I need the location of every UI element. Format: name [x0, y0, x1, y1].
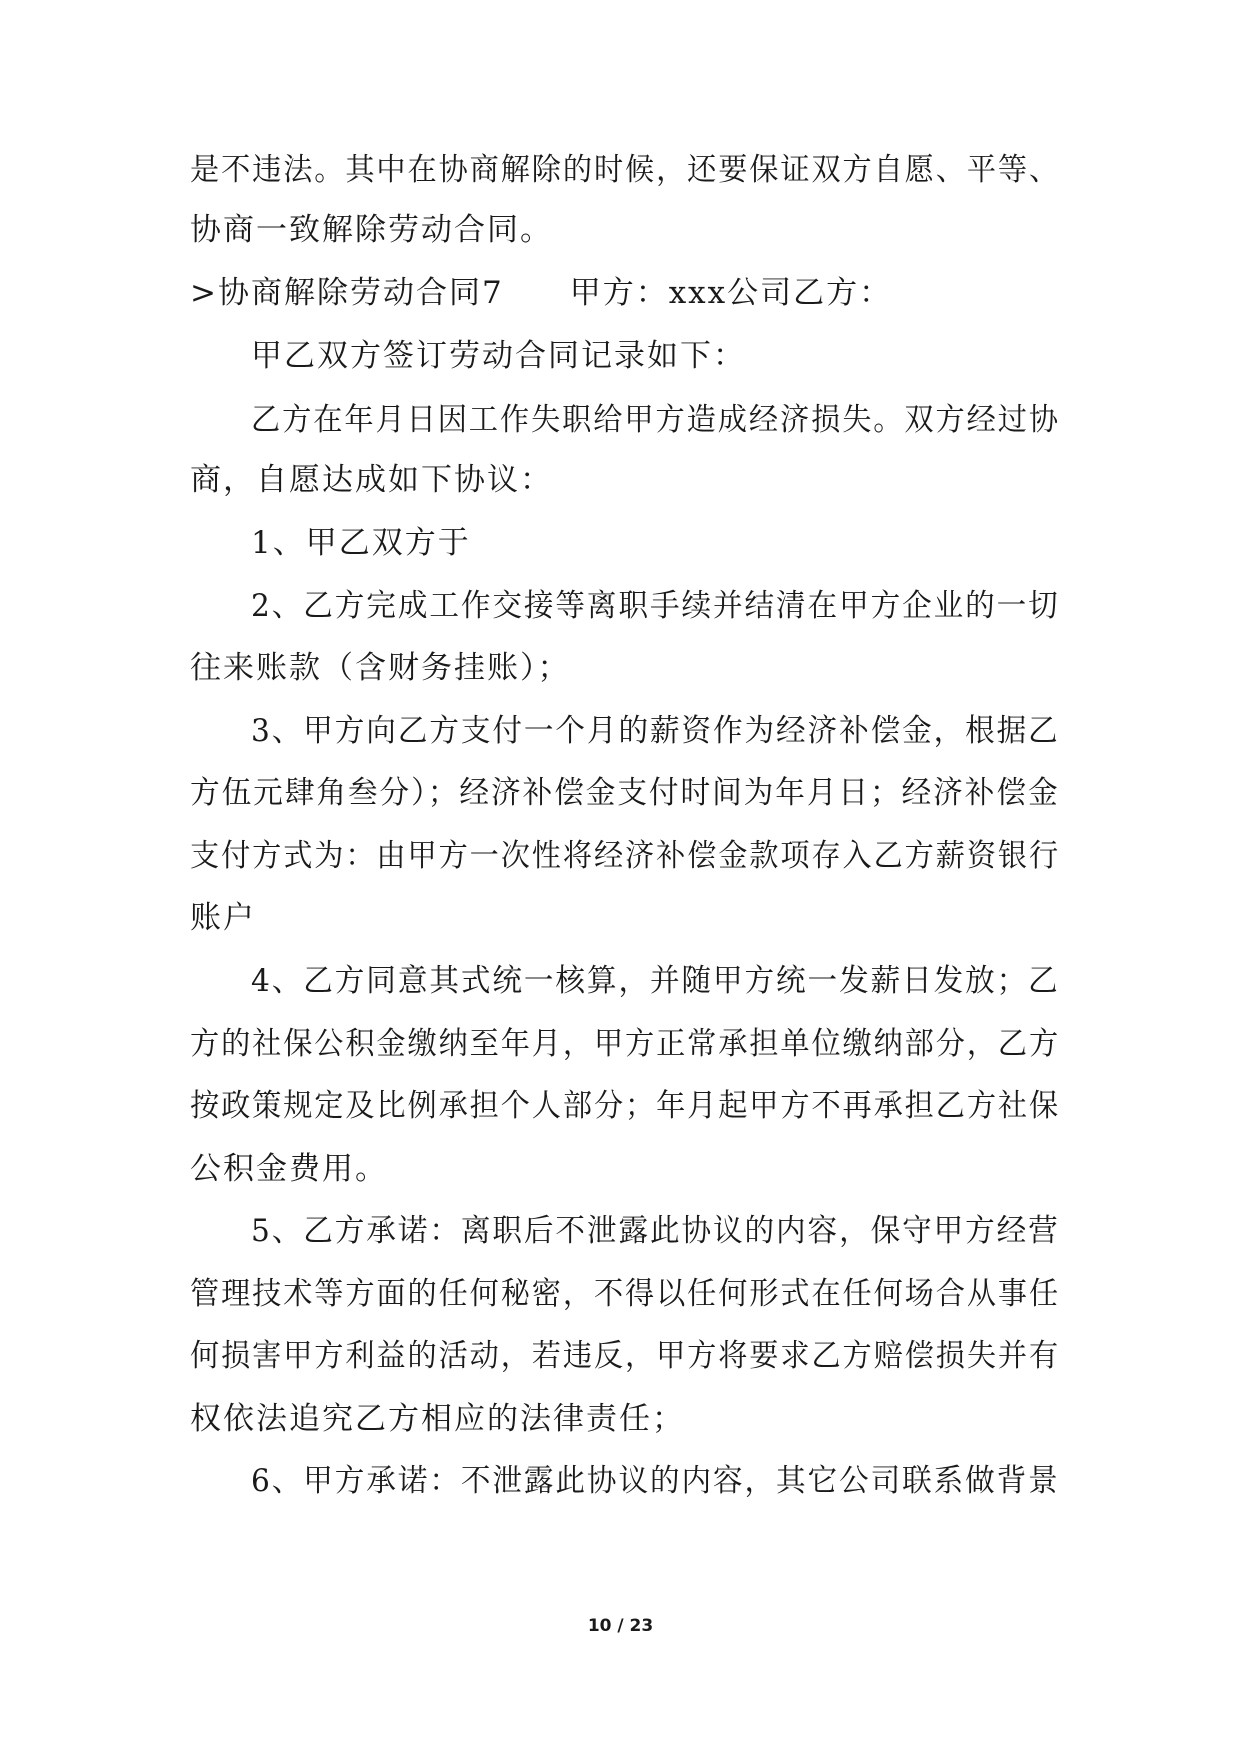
- text-line: 账户: [190, 900, 256, 936]
- text-line: 4、乙方同意其式统一核算，并随甲方统一发薪日发放；乙: [251, 963, 1060, 999]
- text-line: 6、甲方承诺：不泄露此协议的内容，其它公司联系做背景: [251, 1463, 1060, 1499]
- text-line: 1、甲乙双方于: [251, 525, 471, 561]
- text-line: 方的社保公积金缴纳至年月，甲方正常承担单位缴纳部分，乙方: [190, 1026, 1061, 1062]
- text-line: 何损害甲方利益的活动，若违反，甲方将要求乙方赔偿损失并有: [190, 1338, 1061, 1374]
- text-line: 甲乙双方签订劳动合同记录如下：: [251, 338, 746, 374]
- text-line: 公积金费用。: [190, 1151, 388, 1187]
- text-line: 5、乙方承诺：离职后不泄露此协议的内容，保守甲方经营: [251, 1213, 1060, 1249]
- text-line: 支付方式为：由甲方一次性将经济补偿金款项存入乙方薪资银行: [190, 838, 1061, 874]
- text-line: 2、乙方完成工作交接等离职手续并结清在甲方企业的一切: [251, 588, 1060, 624]
- text-line: 往来账款（含财务挂账）；: [190, 650, 571, 686]
- text-line: 乙方在年月日因工作失职给甲方造成经济损失。双方经过协: [251, 402, 1061, 438]
- text-line: 是不违法。其中在协商解除的时候，还要保证双方自愿、平等、: [190, 152, 1061, 188]
- text-line: 3、甲方向乙方支付一个月的薪资作为经济补偿金，根据乙: [251, 713, 1060, 749]
- text-line: 方伍元肆角叁分）；经济补偿金支付时间为年月日；经济补偿金: [190, 775, 1060, 811]
- text-line: 商，自愿达成如下协议：: [190, 462, 553, 498]
- text-line: 管理技术等方面的任何秘密，不得以任何形式在任何场合从事任: [190, 1276, 1061, 1312]
- text-line: >协商解除劳动合同7 甲方：xxx公司乙方：: [190, 275, 893, 311]
- text-line: 按政策规定及比例承担个人部分；年月起甲方不再承担乙方社保: [190, 1088, 1061, 1124]
- page-number: 10 / 23: [587, 1616, 654, 1636]
- text-line: 权依法追究乙方相应的法律责任；: [190, 1401, 685, 1437]
- text-line: 协商一致解除劳动合同。: [190, 212, 553, 248]
